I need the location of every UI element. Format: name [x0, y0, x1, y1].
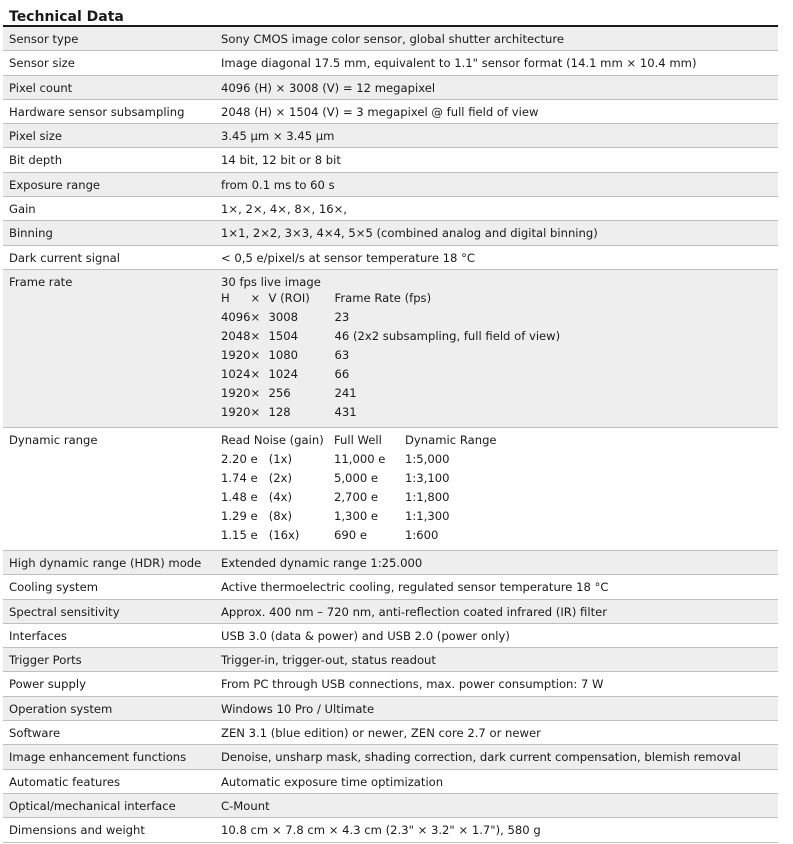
- frame-rate-table: [221, 289, 560, 422]
- col-noise: 2.20 e (1x): [221, 451, 292, 466]
- spec-row: [3, 745, 778, 769]
- row-label: Dimensions and weight: [9, 823, 145, 838]
- row-value: 1×1, 2×2, 3×3, 4×4, 5×5 (combined analog and digital binning): [221, 226, 598, 241]
- row-label: Gain: [9, 202, 36, 217]
- row-label: Operation system: [9, 701, 113, 716]
- row-value: 14 bit, 12 bit or 8 bit: [221, 153, 341, 168]
- frame-rate-entry: [221, 327, 560, 346]
- row-label: Binning: [9, 226, 53, 241]
- col-fps: 241: [334, 385, 357, 400]
- row-label: Pixel count: [9, 80, 73, 95]
- col-range: 1:3,100: [405, 470, 450, 485]
- row-label: Image enhancement functions: [9, 750, 187, 765]
- dynamic-range-entry: [221, 526, 497, 545]
- spec-row: [3, 794, 778, 818]
- col-h: 1920: [221, 385, 251, 400]
- row-value: 4096 (H) × 3008 (V) = 12 megapixel: [221, 80, 436, 95]
- spec-row: [3, 100, 778, 124]
- frame-rate-header: [221, 289, 560, 308]
- col-well: 2,700 e: [334, 489, 379, 504]
- col-well: 11,000 e: [334, 451, 386, 466]
- col-h: 1920: [221, 404, 251, 419]
- row-value: Automatic exposure time optimization: [221, 774, 444, 789]
- frame-rate-value: [221, 270, 778, 427]
- row-value: Active thermoelectric cooling, regulated sensor temperature 18 °C: [221, 580, 609, 595]
- col-fps: Frame Rate (fps): [334, 290, 432, 305]
- col-x: ×: [250, 347, 261, 362]
- row-label: Sensor size: [9, 56, 75, 71]
- col-x: ×: [250, 309, 261, 324]
- col-fps: 63: [334, 347, 350, 362]
- col-range: 1:5,000: [405, 451, 450, 466]
- col-x: ×: [250, 366, 261, 381]
- row-label: Software: [9, 726, 61, 741]
- col-fps: 66: [334, 366, 350, 381]
- col-noise: 1.29 e (8x): [221, 508, 292, 523]
- row-label: Spectral sensitivity: [9, 604, 120, 619]
- row-value: from 0.1 ms to 60 s: [221, 177, 335, 192]
- col-range: Dynamic Range: [405, 432, 497, 447]
- col-fps: 23: [334, 309, 350, 324]
- row-label: Trigger Ports: [9, 653, 82, 668]
- spec-row: [3, 770, 778, 794]
- spec-row: [3, 148, 778, 172]
- dynamic-range-table: [221, 431, 497, 545]
- col-well: Full Well: [334, 432, 382, 447]
- row-value: C-Mount: [221, 798, 270, 813]
- col-fps: 46 (2x2 subsampling, full field of view): [334, 328, 561, 343]
- spec-row: [3, 575, 778, 599]
- col-fps: 431: [334, 404, 357, 419]
- frame-rate-entry: [221, 384, 560, 403]
- row-value: Denoise, unsharp mask, shading correction, dark current compensation, blemish removal: [221, 750, 741, 765]
- col-well: 5,000 e: [334, 470, 379, 485]
- row-label: Sensor type: [9, 32, 79, 46]
- section-title: Technical Data: [3, 0, 778, 27]
- spec-rows-top: [3, 27, 778, 270]
- row-label: Power supply: [9, 677, 86, 692]
- spec-row: [3, 124, 778, 148]
- col-x: ×: [250, 290, 261, 305]
- spec-row: [3, 600, 778, 624]
- row-label: Optical/mechanical interface: [9, 798, 176, 813]
- row-value: Image diagonal 17.5 mm, equivalent to 1.1" sensor format (14.1 mm × 10.4 mm): [221, 56, 697, 71]
- row-value: USB 3.0 (data & power) and USB 2.0 (power only): [221, 628, 510, 643]
- row-label: Frame rate: [9, 274, 73, 289]
- col-h: 1920: [221, 347, 251, 362]
- spec-row: [3, 173, 778, 197]
- col-range: 1:1,300: [405, 508, 450, 523]
- col-noise: 1.74 e (2x): [221, 470, 292, 485]
- col-v: 256: [268, 385, 291, 400]
- row-label: Dark current signal: [9, 250, 121, 265]
- col-h: 4096: [221, 309, 251, 324]
- row-label: Hardware sensor subsampling: [9, 104, 185, 119]
- row-label: Automatic features: [9, 774, 121, 789]
- row-label: Dynamic range: [9, 432, 98, 447]
- row-label: Bit depth: [9, 153, 63, 168]
- col-range: 1:1,800: [405, 489, 450, 504]
- col-v: 1080: [268, 347, 299, 362]
- spec-row: [3, 27, 778, 51]
- col-v: V (ROI): [268, 290, 310, 305]
- dynamic-range-entry: [221, 507, 497, 526]
- row-label: Cooling system: [9, 580, 99, 595]
- dynamic-range-entry: [221, 450, 497, 469]
- spec-row: [3, 551, 778, 575]
- frame-rate-intro: 30 fps live image: [221, 274, 321, 289]
- row-value: Sony CMOS image color sensor, global shutter architecture: [221, 32, 565, 46]
- col-noise: 1.48 e (4x): [221, 489, 292, 504]
- spec-row: [3, 246, 778, 270]
- dynamic-range-value: [221, 428, 778, 550]
- technical-data-table: [3, 0, 778, 843]
- col-x: ×: [250, 385, 261, 400]
- frame-rate-entry: [221, 346, 560, 365]
- row-label: Exposure range: [9, 177, 101, 192]
- col-v: 3008: [268, 309, 299, 324]
- col-h: 1024: [221, 366, 251, 381]
- row-value: < 0,5 e/pixel/s at sensor temperature 18 °C: [221, 250, 475, 265]
- row-value: 10.8 cm × 7.8 cm × 4.3 cm (2.3" × 3.2" × 1.7"), 580 g: [221, 823, 541, 838]
- dynamic-range-row: [3, 428, 778, 551]
- spec-row: [3, 818, 778, 842]
- spec-row: [3, 221, 778, 245]
- col-v: 1504: [268, 328, 299, 343]
- frame-rate-entry: [221, 365, 560, 384]
- col-well: 690 e: [334, 527, 367, 542]
- frame-rate-row: [3, 270, 778, 428]
- spec-row: [3, 672, 778, 696]
- row-label: Pixel size: [9, 129, 62, 144]
- row-label: High dynamic range (HDR) mode: [9, 555, 202, 570]
- spec-row: [3, 624, 778, 648]
- row-value: 1×, 2×, 4×, 8×, 16×,: [221, 202, 347, 217]
- col-noise: Read Noise (gain): [221, 432, 324, 447]
- frame-rate-entry: [221, 403, 560, 422]
- row-value: 2048 (H) × 1504 (V) = 3 megapixel @ full field of view: [221, 104, 539, 119]
- dynamic-range-entry: [221, 488, 497, 507]
- col-x: ×: [250, 328, 261, 343]
- col-x: ×: [250, 404, 261, 419]
- row-value: Extended dynamic range 1:25.000: [221, 555, 423, 570]
- row-label: Interfaces: [9, 628, 67, 643]
- dynamic-range-header: [221, 431, 497, 450]
- spec-row: [3, 197, 778, 221]
- row-value: Windows 10 Pro / Ultimate: [221, 701, 375, 716]
- spec-row: [3, 697, 778, 721]
- row-value: 3.45 μm × 3.45 μm: [221, 129, 335, 144]
- row-value: From PC through USB connections, max. power consumption: 7 W: [221, 677, 604, 692]
- col-v: 1024: [268, 366, 299, 381]
- row-value: Approx. 400 nm – 720 nm, anti-reflection coated infrared (IR) filter: [221, 604, 608, 619]
- spec-row: [3, 51, 778, 75]
- spec-row: [3, 648, 778, 672]
- row-value: ZEN 3.1 (blue edition) or newer, ZEN core 2.7 or newer: [221, 726, 541, 741]
- spec-row: [3, 721, 778, 745]
- col-noise: 1.15 e (16x): [221, 527, 300, 542]
- spec-rows-bottom: [3, 551, 778, 843]
- col-v: 128: [268, 404, 291, 419]
- row-value: Trigger-in, trigger-out, status readout: [221, 653, 436, 668]
- frame-rate-entry: [221, 308, 560, 327]
- col-h: 2048: [221, 328, 251, 343]
- col-h: H: [221, 290, 230, 305]
- col-range: 1:600: [405, 527, 439, 542]
- spec-row: [3, 76, 778, 100]
- col-well: 1,300 e: [334, 508, 379, 523]
- dynamic-range-entry: [221, 469, 497, 488]
